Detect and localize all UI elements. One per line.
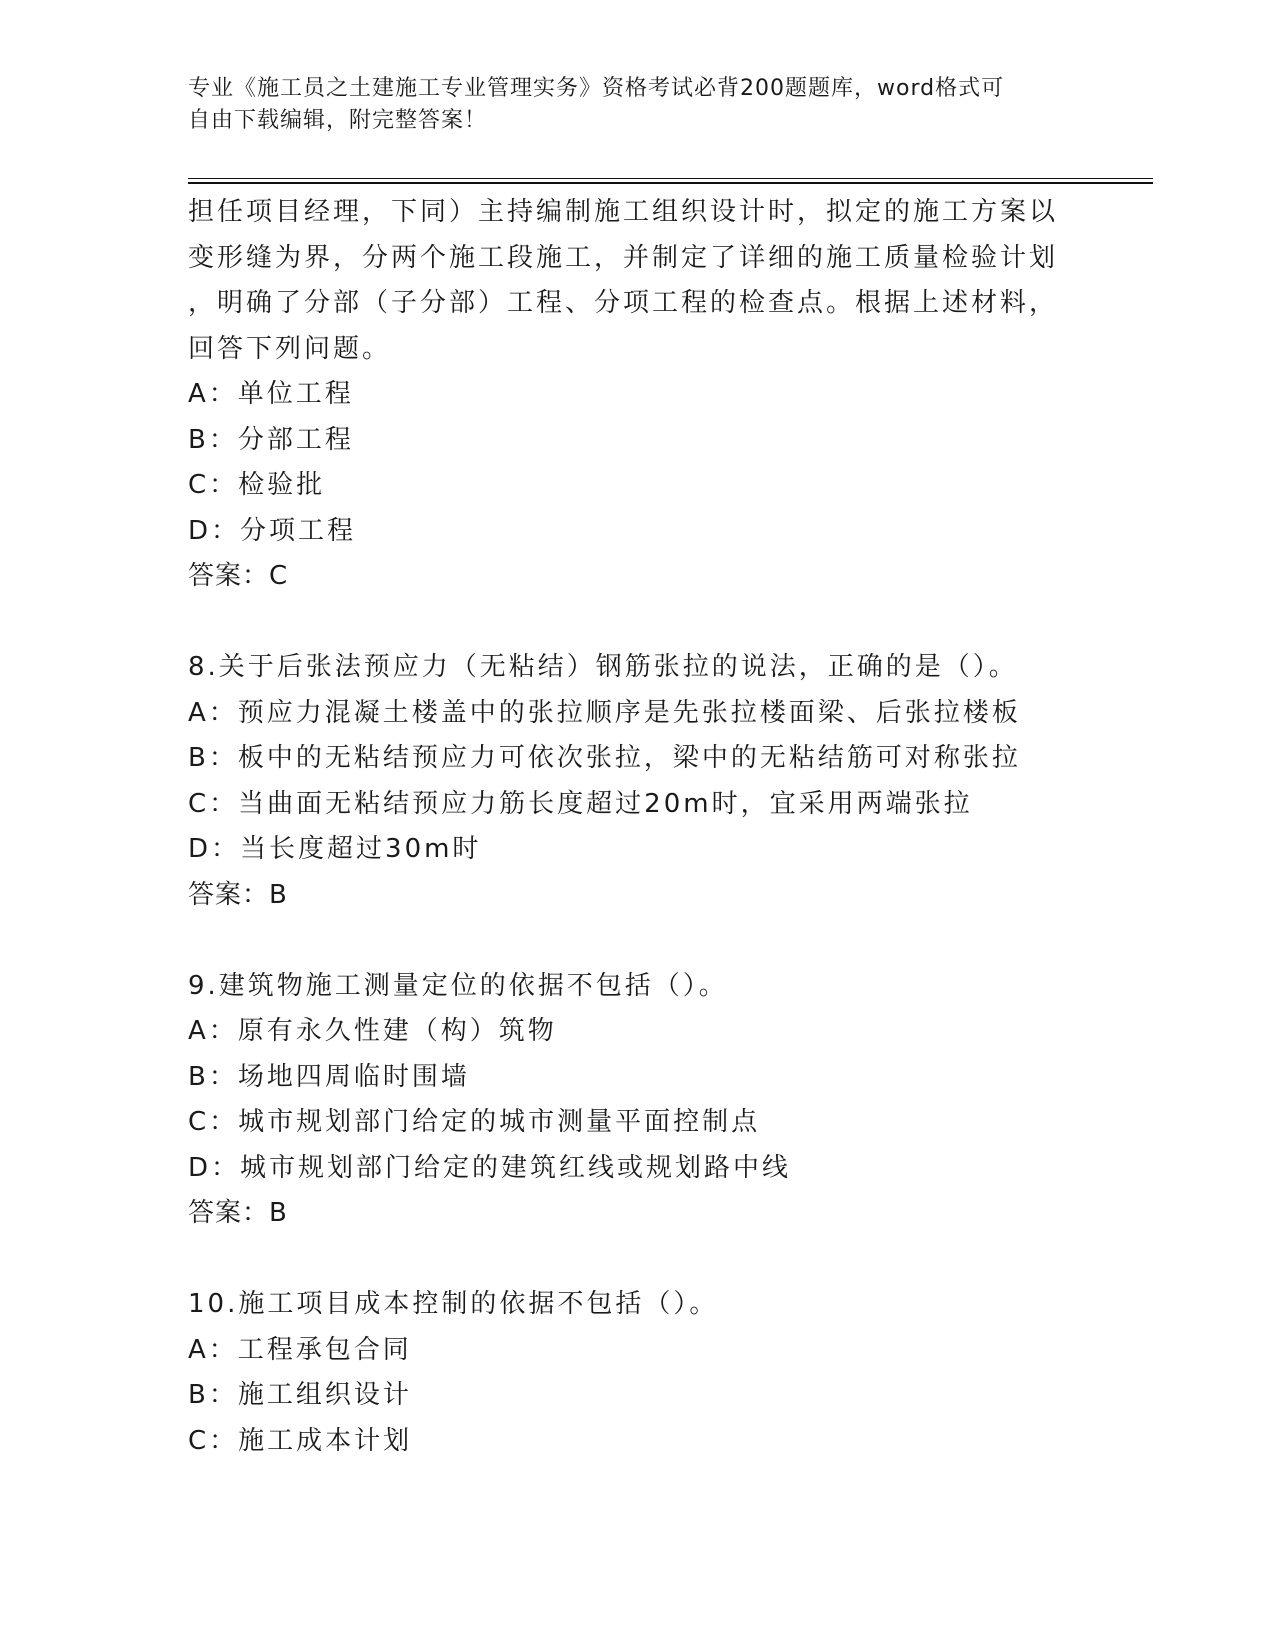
question-7-option-c: C：检验批 [188,470,326,500]
header-divider-thick [188,182,1153,184]
question-9-option-c: C：城市规划部门给定的城市测量平面控制点 [188,1107,761,1137]
question-spacer [188,918,1088,964]
question-spacer [188,600,1088,646]
header-title-line-1: 专业《施工员之土建施工专业管理实务》资格考试必背200题题库，word格式可 [188,76,1005,101]
question-10 [188,1282,1088,1464]
question-8-option-b: B：板中的无粘结预应力可依次张拉，梁中的无粘结筋可对称张拉 [188,743,1021,773]
question-7-answer: 答案：C [188,561,289,591]
question-10-option-b: B：施工组织设计 [188,1380,412,1410]
question-8 [188,645,1088,918]
question-10-option-a: A：工程承包合同 [188,1334,412,1365]
question-7-option-b: B：分部工程 [188,424,354,455]
header-title-line-2: 自由下载编辑，附完整答案！ [188,108,488,133]
question-7-stem-line-3: ，明确了分部（子分部）工程、分项工程的检查点。根据上述材料， [188,288,1059,318]
question-7-option-d: D：分项工程 [188,515,357,546]
document-header [188,73,1068,137]
question-list [188,190,1088,1464]
question-9-option-d: D：城市规划部门给定的建筑红线或规划路中线 [188,1152,792,1183]
question-8-answer: 答案：B [188,879,288,910]
question-8-option-a: A：预应力混凝土楼盖中的张拉顺序是先张拉楼面梁、后张拉楼板 [188,697,1021,728]
question-8-option-d: D：当长度超过30m时 [188,834,482,864]
question-9-stem: 9.建筑物施工测量定位的依据不包括（）。 [188,970,728,1001]
question-9-option-b: B：场地四周临时围墙 [188,1061,470,1092]
question-7-option-a: A：单位工程 [188,379,354,409]
question-10-stem: 10.施工项目成本控制的依据不包括（）。 [188,1289,719,1319]
question-9 [188,964,1088,1237]
question-7-stem-line-4: 回答下列问题。 [188,333,392,364]
question-7-stem-line-2: 变形缝为界，分两个施工段施工，并制定了详细的施工质量检验计划 [188,242,1059,273]
header-divider-thin [188,178,1153,179]
question-8-option-c: C：当曲面无粘结预应力筋长度超过20m时，宜采用两端张拉 [188,788,973,819]
question-9-option-a: A：原有永久性建（构）筑物 [188,1016,557,1046]
question-7-stem-line-1: 担任项目经理，下同）主持编制施工组织设计时，拟定的施工方案以 [188,197,1059,227]
question-9-answer: 答案：B [188,1198,288,1228]
question-spacer [188,1237,1088,1283]
question-7 [188,190,1088,600]
question-10-option-c: C：施工成本计划 [188,1425,413,1456]
question-8-stem: 8.关于后张法预应力（无粘结）钢筋张拉的说法，正确的是（）。 [188,652,1018,682]
